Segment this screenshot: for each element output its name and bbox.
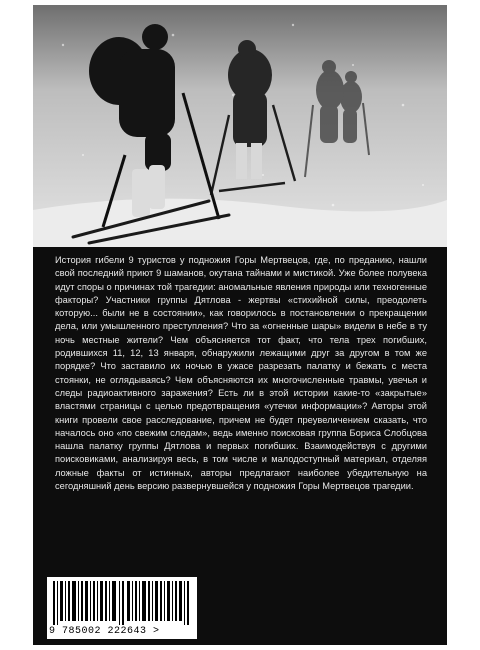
cover-photo [33,5,447,247]
book-description: История гибели 9 туристов у подножия Горы Мертвецов, где, по преданию, нашли свой последний приют 9 шаманов, окутана тайнами и мистикой. Уже более полувека идут споры о причинах той трагедии: аномальные явления природы или техногенные факторы? Участники группы Дятлова - жертвы «стихийной силы, преодолеть которую... были не в состоянии», как говорилось в постановлении о прекращении дела, или умышленного преступления? Что за «огненные шары» видели в небе в ту ночь местные жители? Чем объясняется тот факт, что тела трех погибших, родившихся 11, 12, 13 января, обнаружили лежащими друг за другом в том же порядке? Что заставило их ночью в ужасе разрезать палатку и бежать с места стоянки, не оглядываясь? Чем объясняются их многочисленные травмы, увечья и следы радиоактивного заражения? Есть ли в этой истории какие-то «закрытые» властями страницы с целью предотвращения «утечки информации»? Авторы этой книги провели свое расследование, причем не будет преувеличением сказать, что началось оно «по свежим следам», ведь именно поисковая группа Бориса Слобцова нашла палатку группы Дятлова и первых погибших. Взаимодействуя с другими поисковиками, анализируя весь, в том числе и малодоступный материал, отделяя ложные факты от истинных, авторы предлагают наиболее убедительную на сегодняшний день версию развернувшейся у подножия Горы Мертвецов трагедии. [55,255,427,492]
isbn-barcode [47,577,197,639]
skiers-illustration [33,5,447,247]
isbn-digits: 9 785002 222643 > [49,626,160,637]
book-back-cover [33,5,447,645]
barcode-bars [53,581,191,625]
